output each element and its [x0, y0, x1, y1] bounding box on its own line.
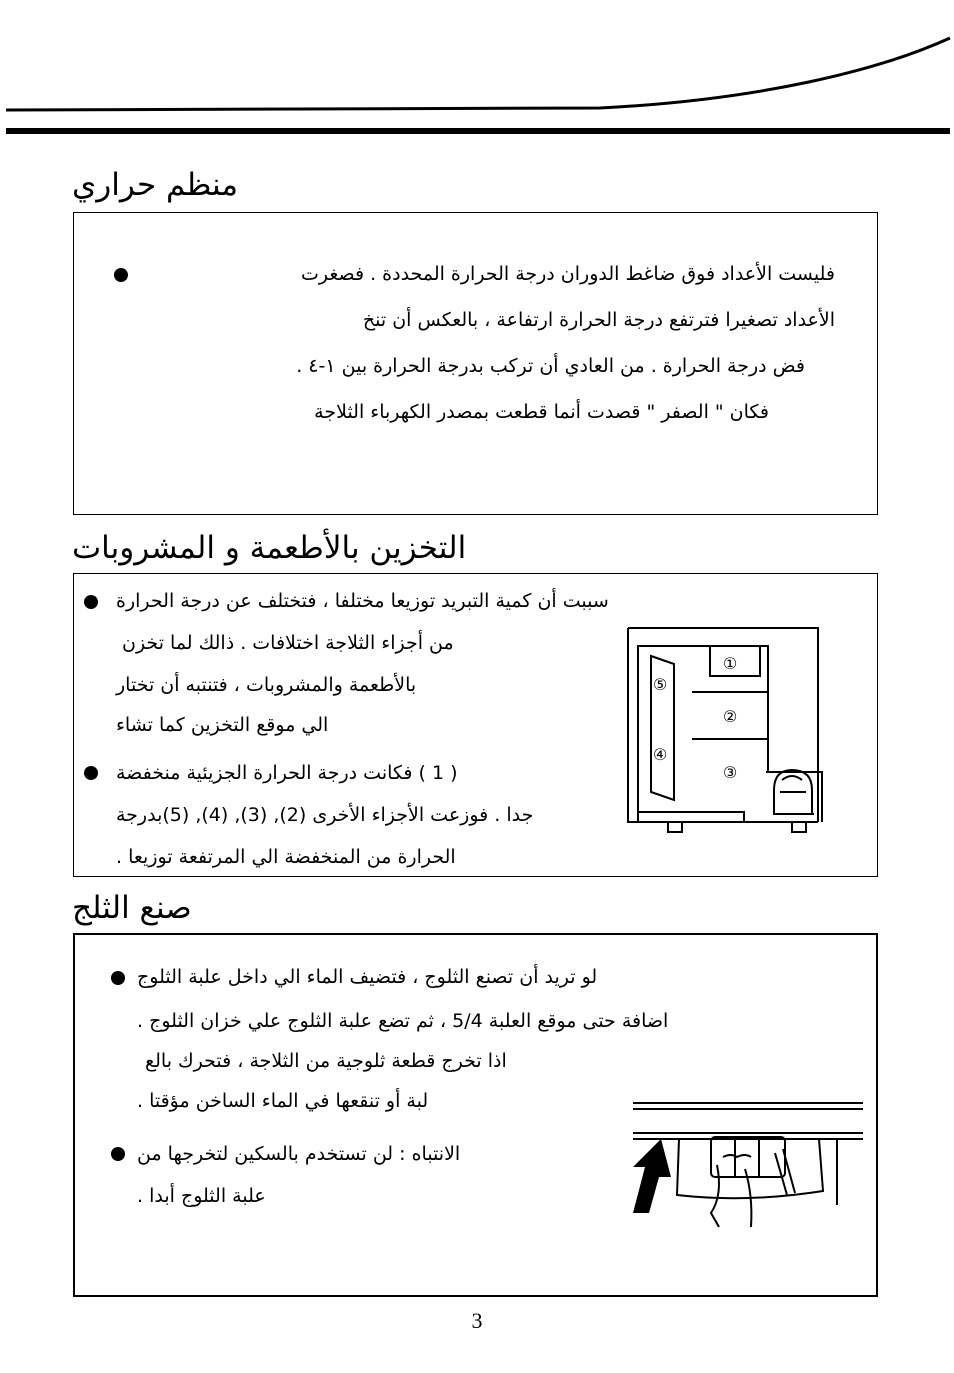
ice-box: [73, 933, 878, 1297]
storage-title: التخزين بالأطعمة و المشروبات: [72, 530, 467, 566]
zone-label-1: ①: [722, 654, 738, 673]
ice-line: الانتباه : لن تستخدم بالسكين لتخرجها من: [137, 1143, 461, 1165]
ice-line: اذا تخرج قطعة ثلوجية من الثلاجة ، فتحرك بالع: [145, 1050, 507, 1072]
ice-tray-illustration: [627, 1095, 867, 1235]
ice-line: لبة أو تنقعها في الماء الساخن مؤقتا .: [137, 1090, 429, 1112]
storage-line: من أجزاء الثلاجة اختلافات . ذالك لما تخزن: [122, 632, 454, 654]
header-decoration: [0, 0, 954, 140]
thermostat-line: فكان " الصفر " قصدت أنما قطعت بمصدر الكهرباء الثلاجة: [314, 401, 769, 423]
storage-line: الحرارة من المنخفضة الي المرتفعة توزيعا .: [116, 846, 456, 868]
thermostat-box: [73, 212, 878, 515]
ice-line: لو تريد أن تصنع الثلوج ، فتضيف الماء الي داخل علبة الثلوج: [137, 966, 598, 988]
storage-line: ( 1 ) فكانت درجة الحرارة الجزيئية منخفضة: [116, 762, 458, 784]
fridge-storage-diagram: [626, 620, 826, 840]
bullet-icon: [111, 971, 125, 985]
ice-line: علبة الثلوج أبدا .: [137, 1185, 266, 1207]
bullet-icon: [111, 1147, 125, 1161]
storage-line: جدا . فوزعت الأجزاء الأخرى (2), (3), (4), (5)بدرجة: [116, 804, 534, 826]
ice-line: اضافة حتى موقع العلبة 5/4 ، ثم تضع علبة الثلوج علي خزان الثلوج .: [137, 1010, 669, 1032]
thermostat-line: فض درجة الحرارة . من العادي أن تركب بدرجة الحرارة بين ١-٤ .: [296, 355, 805, 377]
storage-box: [73, 573, 878, 877]
thermostat-line: فليست الأعداد فوق ضاغط الدوران درجة الحرارة المحددة . فصغرت: [300, 263, 835, 285]
storage-line: بالأطعمة والمشروبات ، فتنتبه أن تختار: [116, 674, 417, 696]
zone-label-3: ③: [722, 763, 738, 782]
thermostat-line: الأعداد تصغيرا فترتفع درجة الحرارة ارتفاعة ، بالعكس أن تنخ: [362, 309, 835, 331]
bullet-icon: [84, 595, 98, 609]
bullet-icon: [114, 268, 128, 282]
zone-label-5: ⑤: [652, 675, 668, 694]
page-number: 3: [471, 1308, 483, 1333]
zone-label-4: ④: [652, 745, 668, 764]
storage-line: سببت أن كمية التبريد توزيعا مختلفا ، فتختلف عن درجة الحرارة: [116, 590, 609, 612]
zone-label-2: ②: [722, 707, 738, 726]
thermostat-title: منظم حراري: [72, 167, 238, 203]
storage-line: الي موقع التخزين كما تشاء: [116, 714, 329, 736]
ice-title: صنع الثلج: [72, 890, 192, 926]
bullet-icon: [84, 766, 98, 780]
